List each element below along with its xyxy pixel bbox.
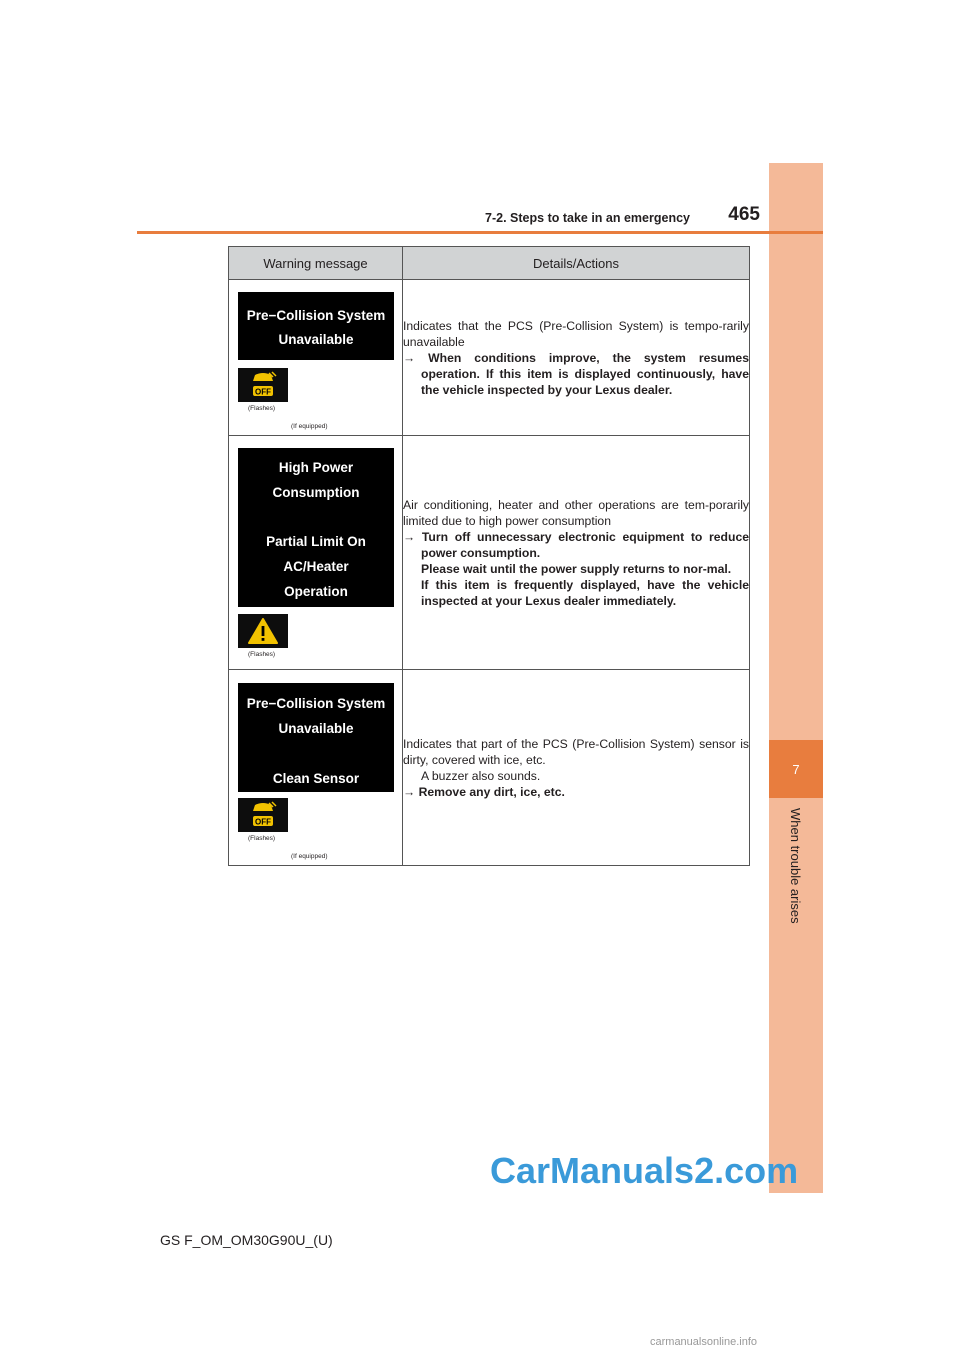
table-header-row [229,247,750,280]
column-header-details: Details/Actions [403,247,750,280]
svg-text:OFF: OFF [255,387,271,397]
equipped-note: (If equipped) [291,853,328,860]
document-code: GS F_OM_OM30G90U_(U) [160,1232,333,1248]
warning-image-cell [229,670,403,866]
watermark-logo: CarManuals2.com [490,1150,799,1191]
action-text: Please wait until the power supply returns to nor-mal. [421,561,732,576]
column-header-warning: Warning message [229,247,403,280]
warning-image-cell [229,436,403,670]
screen-line: Clean Sensor [272,771,360,786]
display-screen [238,683,394,792]
details-cell [403,436,750,670]
table-row [229,280,750,436]
description-text: Indicates that part of the PCS (Pre-Collision System) sensor is dirty, covered with ice, etc. [403,736,749,767]
table-row [229,670,750,866]
equipped-note: (If equipped) [291,423,328,430]
chapter-label: When trouble arises [788,808,803,924]
details-cell [403,670,750,866]
details-cell [403,280,750,436]
display-screen [238,292,394,360]
screen-line: Unavailable [278,332,354,347]
section-title: 7-2. Steps to take in an emergency [485,211,690,225]
pcs-off-icon [238,368,288,402]
table-row [229,436,750,670]
screen-line: Operation [284,584,348,599]
flashes-note: (Flashes) [248,405,276,412]
pcs-off-icon [238,798,288,832]
screen-line: Unavailable [278,721,354,736]
description-text: Indicates that the PCS (Pre-Collision System) is tempo-rarily unavailable [403,318,749,349]
screen-line: Pre−Collision System [246,308,386,323]
warning-triangle-icon [238,614,288,648]
action-text: → Turn off unnecessary electronic equipment to reduce power consumption. [403,529,749,560]
display-screen [238,448,394,607]
svg-text:OFF: OFF [255,817,271,827]
action-text: If this item is frequently displayed, have the vehicle inspected at your Lexus dealer immediately. [421,577,749,608]
screen-line: AC/Heater [283,559,349,574]
header-rule [137,231,823,234]
flashes-note: (Flashes) [248,651,276,658]
description-text: Air conditioning, heater and other operations are tem-porarily limited due to high power consumption [403,497,749,528]
chapter-side-tab [769,163,823,1193]
flashes-note: (Flashes) [248,835,276,842]
action-text: → Remove any dirt, ice, etc. [403,784,565,799]
warning-image-cell [229,280,403,436]
page-number: 465 [728,204,760,225]
warning-message-table [228,246,750,866]
watermark-footer: carmanualsonline.info [650,1336,758,1348]
screen-line: Consumption [272,485,360,500]
screen-line: Pre−Collision System [246,696,386,711]
chapter-number: 7 [769,740,823,798]
screen-line: Partial Limit On [266,534,366,549]
action-text: → When conditions improve, the system resumes operation. If this item is displayed continuously, have the vehicle inspected by your Lexus dealer. [403,350,749,397]
screen-line: High Power [278,460,354,475]
buzzer-note: A buzzer also sounds. [421,768,541,783]
